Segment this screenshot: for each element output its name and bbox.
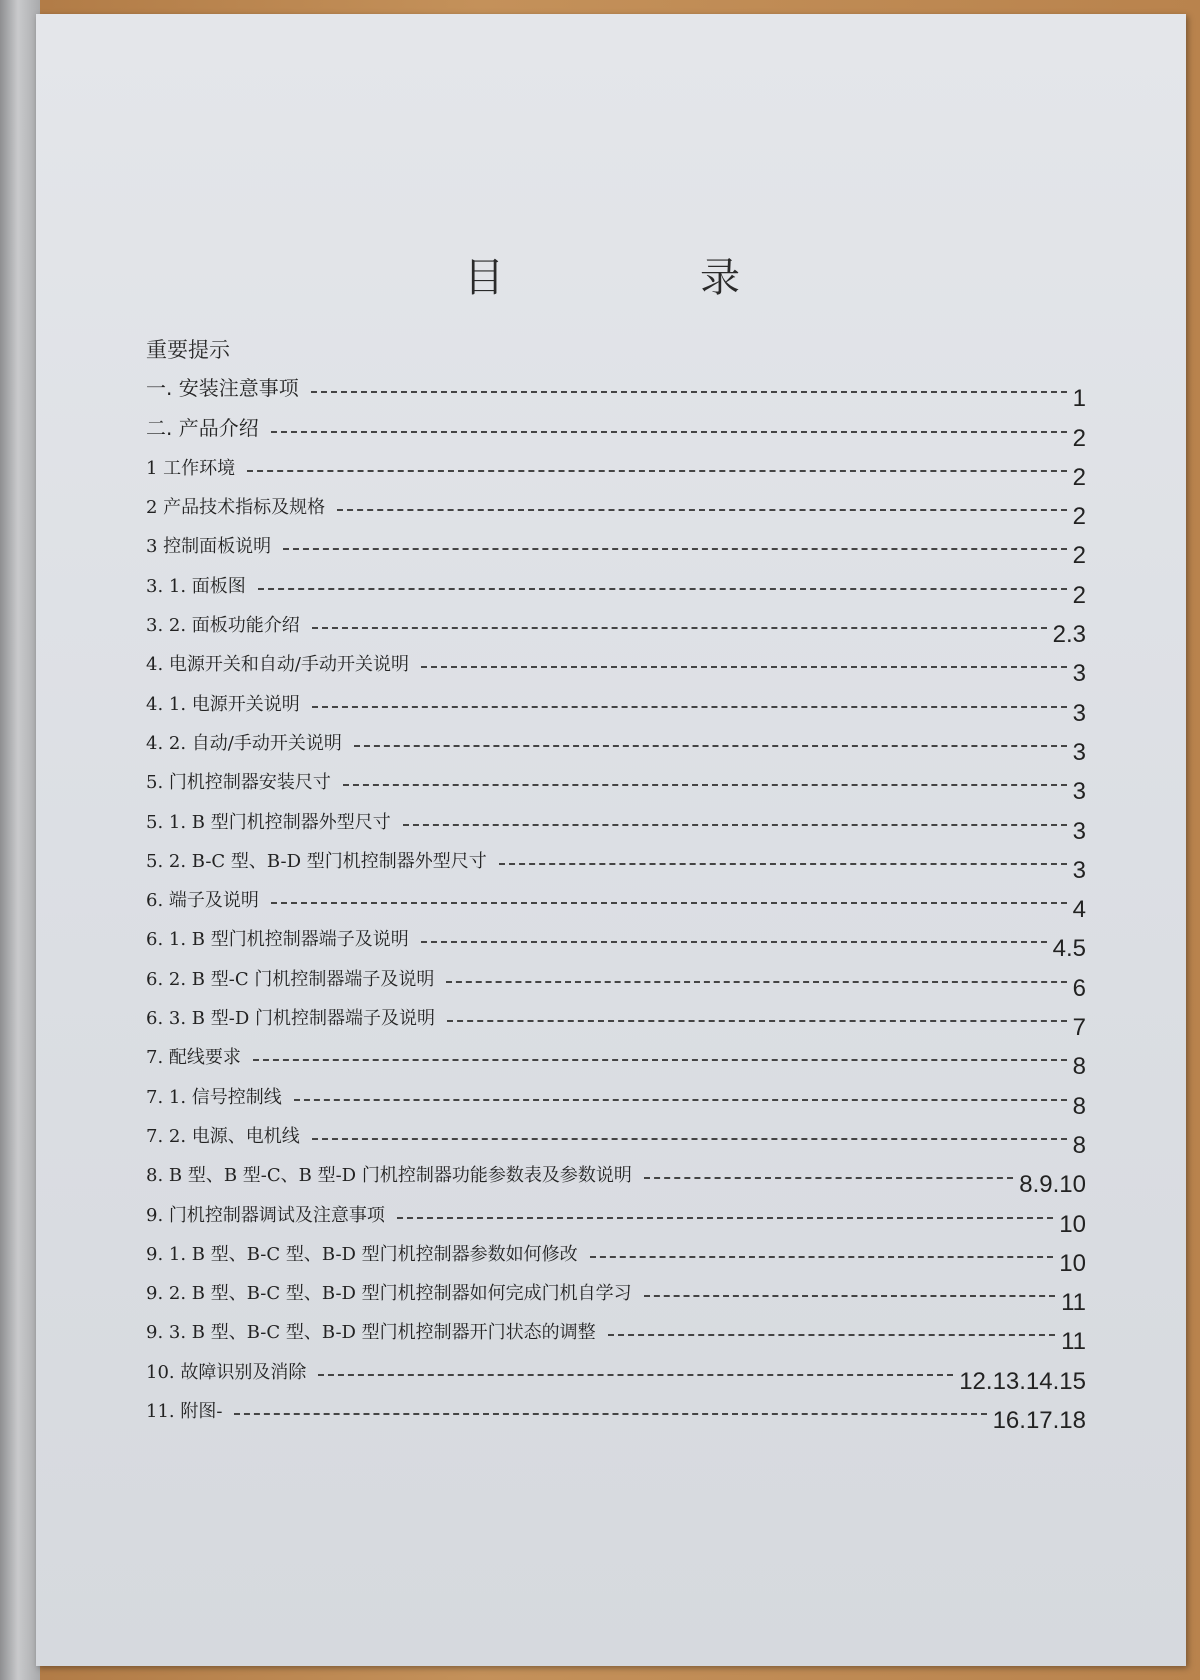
toc-entry	[146, 407, 1086, 452]
toc-leader-dots	[421, 666, 1067, 668]
toc-entry-page: 2	[1072, 542, 1086, 570]
toc-entry-page: 3	[1072, 738, 1086, 766]
toc-entry	[146, 564, 1086, 609]
toc-leader-dots	[447, 1020, 1067, 1022]
toc-entry-label: 6. 1. B 型门机控制器端子及说明	[146, 929, 409, 951]
toc-leader-dots	[318, 1374, 953, 1376]
toc-entry-label: 7. 配线要求	[146, 1047, 241, 1069]
toc-entry-label: 7. 1. 信号控制线	[146, 1086, 282, 1108]
toc-entry	[146, 997, 1086, 1042]
toc-leader-dots	[403, 824, 1067, 826]
toc-entry-label: 11. 附图-	[146, 1401, 223, 1423]
toc-entry-page: 3	[1072, 856, 1086, 884]
toc-entry-label: 7. 2. 电源、电机线	[146, 1125, 300, 1147]
toc-entry	[146, 643, 1086, 688]
toc-entry-label: 1 工作环境	[146, 457, 236, 479]
toc-entry-label: 9. 3. B 型、B-C 型、B-D 型门机控制器开门状态的调整	[146, 1322, 596, 1344]
toc-leader-dots	[294, 1099, 1067, 1101]
toc-entry	[146, 1233, 1086, 1277]
toc-leader-dots	[421, 941, 1047, 943]
toc-entry-label: 3. 1. 面板图	[146, 575, 246, 597]
toc-entry	[146, 1193, 1086, 1238]
toc-entry-page: 2	[1072, 503, 1086, 531]
toc-entry-page: 3	[1072, 660, 1086, 688]
table-of-contents	[146, 332, 1086, 1435]
toc-entry-page: 8	[1072, 1053, 1086, 1081]
toc-entry	[146, 800, 1086, 845]
toc-entry-label: 5. 门机控制器安装尺寸	[146, 772, 331, 794]
toc-leader-dots	[499, 863, 1067, 865]
toc-entry-label: 9. 2. B 型、B-C 型、B-D 型门机控制器如何完成门机自学习	[146, 1283, 632, 1305]
toc-entry-page: 16.17.18	[992, 1407, 1086, 1435]
toc-leader-dots	[446, 981, 1066, 983]
toc-entry	[146, 1075, 1086, 1120]
toc-leader-dots	[608, 1334, 1055, 1336]
toc-entry-page: 2.3	[1052, 621, 1086, 649]
page-title-char-1: 目	[464, 255, 504, 301]
toc-leader-dots	[337, 509, 1066, 511]
toc-leader-dots	[397, 1217, 1053, 1219]
toc-leader-dots	[644, 1177, 1013, 1179]
page-title-char-2: 录	[700, 255, 740, 301]
toc-entry-label: 9. 1. B 型、B-C 型、B-D 型门机控制器参数如何修改	[146, 1243, 578, 1265]
toc-entry	[146, 1036, 1086, 1081]
toc-leader-dots	[312, 1138, 1067, 1140]
toc-entry	[146, 368, 1086, 413]
toc-entry-page: 2	[1072, 581, 1086, 609]
toc-entry-label: 8. B 型、B 型-C、B 型-D 门机控制器功能参数表及参数说明	[146, 1165, 632, 1187]
toc-entry	[146, 1272, 1086, 1317]
toc-entry-page: 12.13.14.15	[959, 1367, 1086, 1395]
toc-leader-dots	[258, 588, 1067, 590]
toc-entry-label: 4. 电源开关和自动/手动开关说明	[146, 654, 409, 676]
toc-leader-dots	[271, 902, 1067, 904]
toc-leader-dots	[343, 784, 1067, 786]
page-title	[36, 246, 1186, 306]
toc-entry-page: 3	[1072, 778, 1086, 806]
toc-entry-page: 7	[1072, 1014, 1086, 1042]
toc-entry	[146, 761, 1086, 806]
toc-entry-page: 8	[1072, 1092, 1086, 1120]
toc-entry	[146, 840, 1086, 884]
toc-entry	[146, 1311, 1086, 1356]
toc-entry-page: 2	[1072, 424, 1086, 452]
toc-entry-label: 9. 门机控制器调试及注意事项	[146, 1204, 385, 1226]
toc-entry-label: 6. 端子及说明	[146, 890, 259, 912]
toc-entry-label: 3 控制面板说明	[146, 536, 272, 558]
toc-entry	[146, 918, 1086, 963]
toc-entry-label: 3. 2. 面板功能介绍	[146, 615, 300, 637]
toc-entry	[146, 1154, 1086, 1199]
toc-entry-page: 8.9.10	[1019, 1171, 1086, 1199]
toc-entry-label: 4. 1. 电源开关说明	[146, 693, 300, 715]
toc-entry	[146, 957, 1086, 1002]
toc-entry-page: 10	[1059, 1249, 1086, 1277]
toc-entry	[146, 722, 1086, 766]
toc-entry-page: 11	[1061, 1289, 1086, 1317]
toc-entry	[146, 1115, 1086, 1159]
toc-entry	[146, 447, 1086, 491]
toc-entry	[146, 486, 1086, 531]
toc-leader-dots	[644, 1295, 1055, 1297]
toc-entry-label: 6. 2. B 型-C 门机控制器端子及说明	[146, 968, 435, 990]
toc-entry-label: 一. 安装注意事项	[146, 376, 299, 401]
toc-leader-dots	[271, 431, 1067, 433]
toc-leader-dots	[312, 706, 1067, 708]
toc-entry-page: 4	[1072, 896, 1086, 924]
toc-entry	[146, 604, 1086, 649]
toc-entry-label: 二. 产品介绍	[146, 415, 259, 440]
toc-entry	[146, 1350, 1086, 1395]
toc-entry	[146, 525, 1086, 570]
toc-entry-label: 4. 2. 自动/手动开关说明	[146, 732, 342, 754]
toc-leader-dots	[312, 627, 1047, 629]
toc-leader-dots	[253, 1059, 1067, 1061]
toc-entry	[146, 879, 1086, 924]
toc-leader-dots	[247, 470, 1066, 472]
toc-entry-page: 3	[1072, 817, 1086, 845]
toc-entry	[146, 1390, 1086, 1435]
toc-leader-dots	[283, 548, 1066, 550]
document-page	[36, 14, 1186, 1666]
toc-entry-page: 1	[1072, 385, 1086, 413]
toc-entry-label: 6. 3. B 型-D 门机控制器端子及说明	[146, 1008, 435, 1030]
toc-entry-page: 6	[1072, 974, 1086, 1002]
toc-entry-page: 3	[1072, 699, 1086, 727]
toc-entry-label: 5. 1. B 型门机控制器外型尺寸	[146, 811, 391, 833]
toc-entry-page: 2	[1072, 463, 1086, 491]
booklet-binding-edge	[0, 0, 40, 1680]
toc-entry-page: 4.5	[1052, 935, 1086, 963]
toc-leader-dots	[311, 391, 1067, 393]
toc-entry	[146, 682, 1086, 727]
toc-preface: 重要提示	[146, 338, 230, 362]
toc-entry-label: 10. 故障识别及消除	[146, 1361, 307, 1383]
toc-leader-dots	[590, 1256, 1054, 1258]
toc-entry-label: 5. 2. B-C 型、B-D 型门机控制器外型尺寸	[146, 850, 487, 872]
toc-entry-page: 11	[1061, 1328, 1086, 1356]
toc-entry-page: 10	[1059, 1210, 1086, 1238]
toc-leader-dots	[234, 1413, 986, 1415]
toc-leader-dots	[354, 745, 1067, 747]
toc-entry-label: 2 产品技术指标及规格	[146, 497, 326, 519]
toc-entry-page: 8	[1072, 1131, 1086, 1159]
